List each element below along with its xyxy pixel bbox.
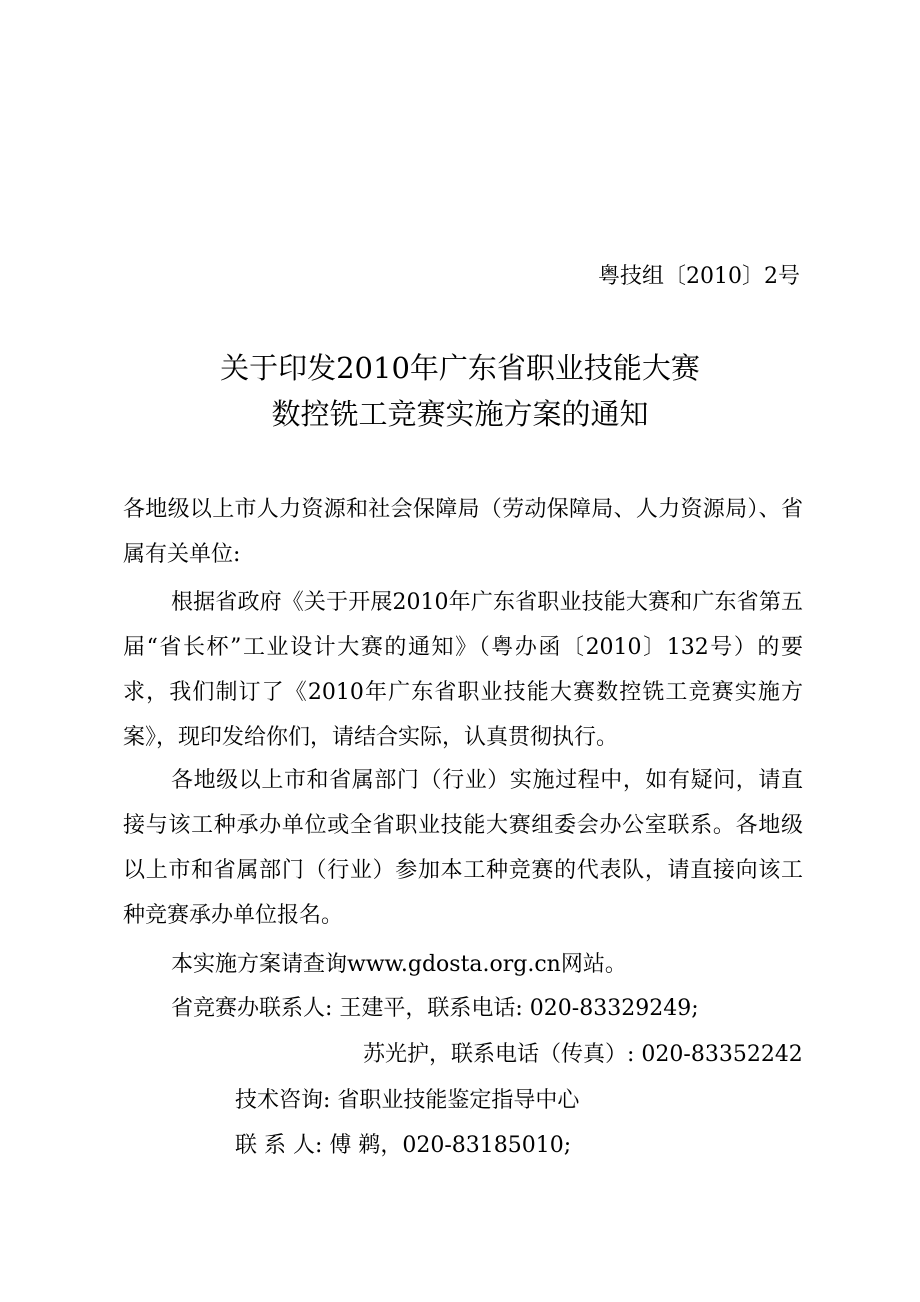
website-note: 本实施方案请查询www.gdosta.org.cn网站。 (171, 952, 627, 977)
paragraph-2: 各地级以上市和省属部门（行业）实施过程中，如有疑问，请直接与该工种承办单位或全省职业技能大赛组委会办公室联系。各地级以上市和省属部门（行业）参加本工种竞赛的代表队，请直接向该工种竞赛承办单位报名。 (123, 768, 803, 928)
document-title-line-1: 关于印发2010年广东省职业技能大赛 (220, 351, 700, 385)
contact-line-2: 苏光护，联系电话（传真）: 020-83352242 (363, 1042, 803, 1067)
document-number: 粤技组〔2010〕2号 (598, 264, 800, 289)
technical-consultation: 技术咨询: 省职业技能鉴定指导中心 (235, 1088, 580, 1113)
contact-person: 联 系 人: 傅 鹈，020-83185010; (235, 1133, 572, 1158)
document-title-line-2: 数控铣工竞赛实施方案的通知 (271, 397, 649, 431)
addressee: 各地级以上市人力资源和社会保障局（劳动保障局、人力资源局）、省属有关单位: (123, 497, 803, 567)
contact-line-1: 省竞赛办联系人: 王建平，联系电话: 020-83329249; (171, 996, 699, 1021)
paragraph-1: 根据省政府《关于开展2010年广东省职业技能大赛和广东省第五届“省长杯”工业设计大赛的通知》（粤办函〔2010〕132号）的要求，我们制订了《2010年广东省职业技能大赛数控铣工竞赛实施方案》，现印发给你们，请结合实际，认真贯彻执行。 (123, 590, 803, 750)
